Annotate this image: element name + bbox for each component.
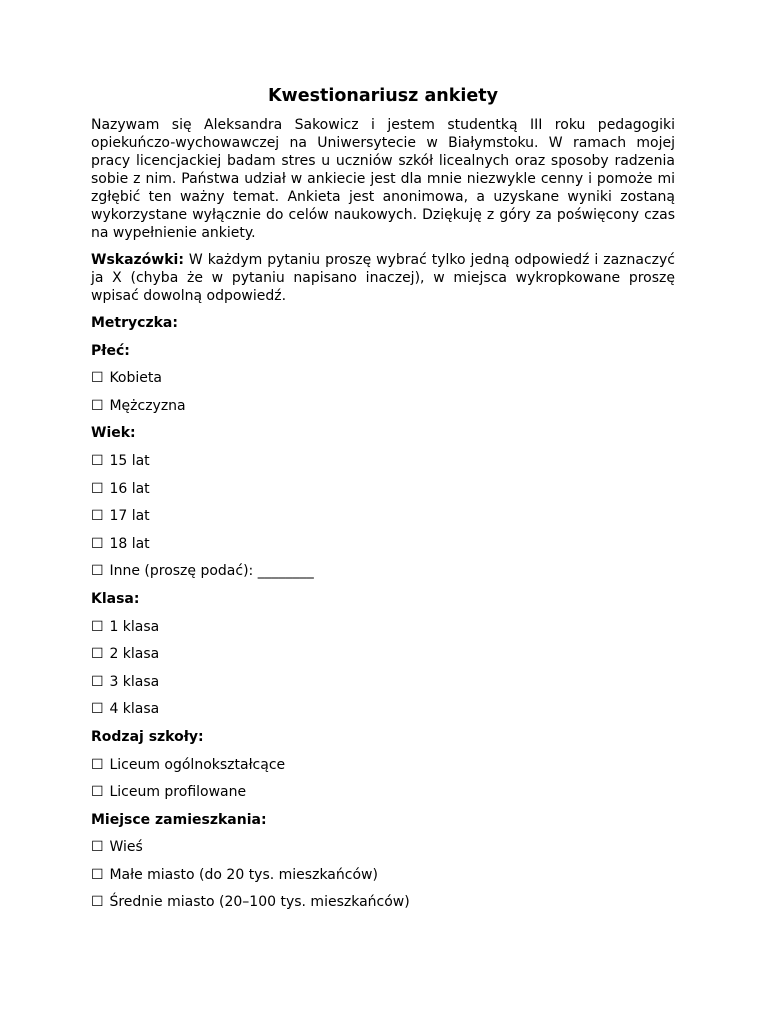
- answer-option-label: Mężczyzna: [109, 397, 186, 414]
- answer-option[interactable]: [91, 756, 675, 774]
- answer-option-label: 4 klasa: [109, 701, 160, 718]
- answer-option[interactable]: [91, 783, 675, 801]
- question-heading: Wiek:: [91, 425, 136, 442]
- answer-option-label: Liceum ogólnokształcące: [109, 756, 286, 773]
- answer-option-label: Inne (proszę podać): ________: [109, 563, 314, 580]
- checkbox-icon[interactable]: ☐: [91, 508, 104, 525]
- answer-option[interactable]: [91, 535, 675, 553]
- answer-option[interactable]: [91, 618, 675, 636]
- answer-option-label: Średnie miasto (20–100 tys. mieszkańców): [109, 894, 410, 911]
- document-page: [91, 84, 675, 921]
- answer-option[interactable]: [91, 866, 675, 884]
- answer-option[interactable]: [91, 369, 675, 387]
- answer-option[interactable]: [91, 673, 675, 691]
- checkbox-icon[interactable]: ☐: [91, 701, 104, 718]
- answer-option[interactable]: [91, 893, 675, 911]
- checkbox-icon[interactable]: ☐: [91, 673, 104, 690]
- checkbox-icon[interactable]: ☐: [91, 397, 104, 414]
- answer-option[interactable]: [91, 480, 675, 498]
- question-heading: Miejsce zamieszkania:: [91, 811, 267, 828]
- answer-option[interactable]: [91, 397, 675, 415]
- answer-option-label: 1 klasa: [109, 618, 160, 635]
- answer-option-label: Małe miasto (do 20 tys. mieszkańców): [109, 866, 378, 883]
- survey-sections: [91, 342, 675, 912]
- checkbox-icon[interactable]: ☐: [91, 452, 104, 469]
- answer-option[interactable]: [91, 838, 675, 856]
- checkbox-icon[interactable]: ☐: [91, 370, 104, 387]
- intro-paragraph: Nazywam się Aleksandra Sakowicz i jestem studentką III roku pedagogiki opiekuńczo-wychowawczej na Uniwersytecie w Białymstoku. W ramach mojej pracy licencjackiej badam stres u uczniów szkół licealnych oraz sposoby radzenia sobie z nim. Państwa udział w ankiecie jest dla mnie niezwykle cenny i pomoże mi zgłębić ten ważny temat. Ankieta jest anonimowa, a uzyskane wyniki zostaną wykorzystane wyłącznie do celów naukowych. Dziękuję z góry za poświęcony czas na wypełnienie ankiety.: [91, 117, 675, 241]
- question-heading: Klasa:: [91, 590, 140, 607]
- answer-option-label: 15 lat: [109, 452, 150, 469]
- answer-option-label: 2 klasa: [109, 646, 160, 663]
- checkbox-icon[interactable]: ☐: [91, 756, 104, 773]
- answer-option-label: 3 klasa: [109, 673, 160, 690]
- answer-option-label: Wieś: [109, 839, 143, 856]
- answer-option[interactable]: [91, 507, 675, 525]
- checkbox-icon[interactable]: ☐: [91, 480, 104, 497]
- instructions-paragraph: [91, 251, 675, 305]
- answer-option-label: Liceum profilowane: [109, 784, 247, 801]
- answer-option-label: Kobieta: [109, 370, 162, 387]
- checkbox-icon[interactable]: ☐: [91, 866, 104, 883]
- answer-option[interactable]: [91, 645, 675, 663]
- checkbox-icon[interactable]: ☐: [91, 646, 104, 663]
- answer-option[interactable]: [91, 452, 675, 470]
- answer-option[interactable]: [91, 700, 675, 718]
- answer-option-label: 18 lat: [109, 535, 150, 552]
- question-heading: Płeć:: [91, 342, 130, 359]
- checkbox-icon[interactable]: ☐: [91, 535, 104, 552]
- checkbox-icon[interactable]: ☐: [91, 894, 104, 911]
- instructions-text: W każdym pytaniu proszę wybrać tylko jedną odpowiedź i zaznaczyć ja X (chyba że w pytaniu napisano inaczej), w miejsca wykropkowane proszę wpisać dowolną odpowiedź.: [91, 252, 675, 304]
- checkbox-icon[interactable]: ☐: [91, 563, 104, 580]
- metryczka-heading: Metryczka:: [91, 315, 178, 331]
- instructions-label: Wskazówki:: [91, 252, 184, 268]
- answer-option-label: 16 lat: [109, 480, 150, 497]
- question-heading: Rodzaj szkoły:: [91, 728, 204, 745]
- answer-option-label: 17 lat: [109, 508, 150, 525]
- document-title: Kwestionariusz ankiety: [268, 86, 498, 106]
- checkbox-icon[interactable]: ☐: [91, 839, 104, 856]
- checkbox-icon[interactable]: ☐: [91, 618, 104, 635]
- answer-option[interactable]: [91, 562, 675, 580]
- checkbox-icon[interactable]: ☐: [91, 784, 104, 801]
